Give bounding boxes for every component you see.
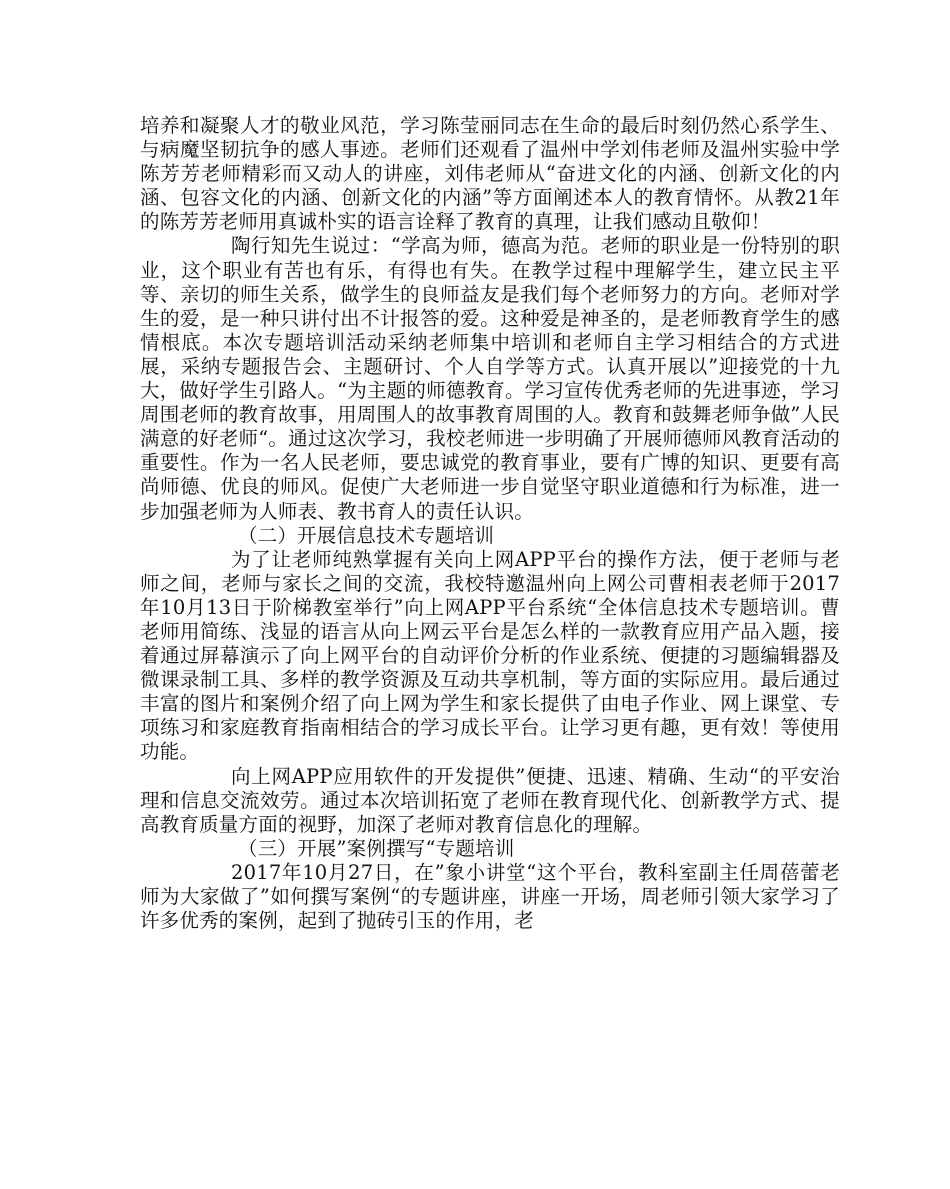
section-heading-it-training: （二）开展信息技术专题培训 (238, 523, 495, 547)
paragraph-app-benefits: 向上网APP应用软件的开发提供”便捷、迅速、精确、生动“的平安治理和信息交流效劳。通过本次培训拓宽了老师在教育现代化、创新教学方式、提高教育质量方面的视野，加深了老师对教育信息化的理解。 (140, 764, 840, 836)
document-body (140, 114, 840, 933)
paragraph-case-lecture: 2017年10月27日，在”象小讲堂“这个平台，教科室副主任周蓓蕾老师为大家做了”如何撰写案例“的专题讲座，讲座一开场，周老师引领大家学习了许多优秀的案例，起到了抛砖引玉的作用，老 (140, 860, 840, 933)
section-heading-case-writing: （三）开展”案例撰写“专题培训 (238, 836, 515, 860)
paragraph-ethics-training: 陶行知先生说过：“学高为师，德高为范。老师的职业是一份特别的职业，这个职业有苦也有乐，有得也有失。在教学过程中理解学生，建立民主平等、亲切的师生关系，做学生的良师益友是我们每个老师努力的方向。老师对学生的爱，是一种只讲付出不计报答的爱。这种爱是神圣的，是老师教育学生的感情根底。本次专题培训活动采纳老师集中培训和老师自主学习相结合的方式进展，采纳专题报告会、主题研讨、个人自学等方式。认真开展以”迎接党的十九大，做好学生引路人。“为主题的师德教育。学习宣传优秀老师的先进事迹，学习周围老师的教育故事，用周围人的故事教育周围的人。教育和鼓舞老师争做”人民满意的好老师“。通过这次学习，我校老师进一步明确了开展师德师风教育活动的重要性。作为一名人民老师，要忠诚党的教育事业，要有广博的知识、更要有高尚师德、优良的师风。促使广大老师进一步自觉坚守职业道德和行为标准，进一步加强老师为人师表、教书育人的责任认识。 (140, 234, 840, 523)
paragraph-app-training: 为了让老师纯熟掌握有关向上网APP平台的操作方法，便于老师与老师之间，老师与家长之间的交流，我校特邀温州向上网公司曹相表老师于2017年10月13日于阶梯教室举行”向上网APP平台系统“全体信息技术专题培训。曹老师用简练、浅显的语言从向上网云平台是怎么样的一款教育应用产品入题，接着通过屏幕演示了向上网平台的自动评价分析的作业系统、便捷的习题编辑器及微课录制工具、多样的教学资源及互动共享机制，等方面的实际应用。最后通过丰富的图片和案例介绍了向上网为学生和家长提供了由电子作业、网上课堂、专项练习和家庭教育指南相结合的学习成长平台。让学习更有趣，更有效！等使用功能。 (140, 547, 840, 764)
paragraph-teacher-exemplars: 培养和凝聚人才的敬业风范，学习陈莹丽同志在生命的最后时刻仍然心系学生、与病魔坚韧抗争的感人事迹。老师们还观看了温州中学刘伟老师及温州实验中学陈芳芳老师精彩而又动人的讲座，刘伟老师从“奋进文化的内涵、创新文化的内涵、包容文化的内涵、创新文化的内涵”等方面阐述本人的教育情怀。从教21年的陈芳芳老师用真诚朴实的语言诠释了教育的真理，让我们感动且敬仰！ (140, 114, 840, 234)
